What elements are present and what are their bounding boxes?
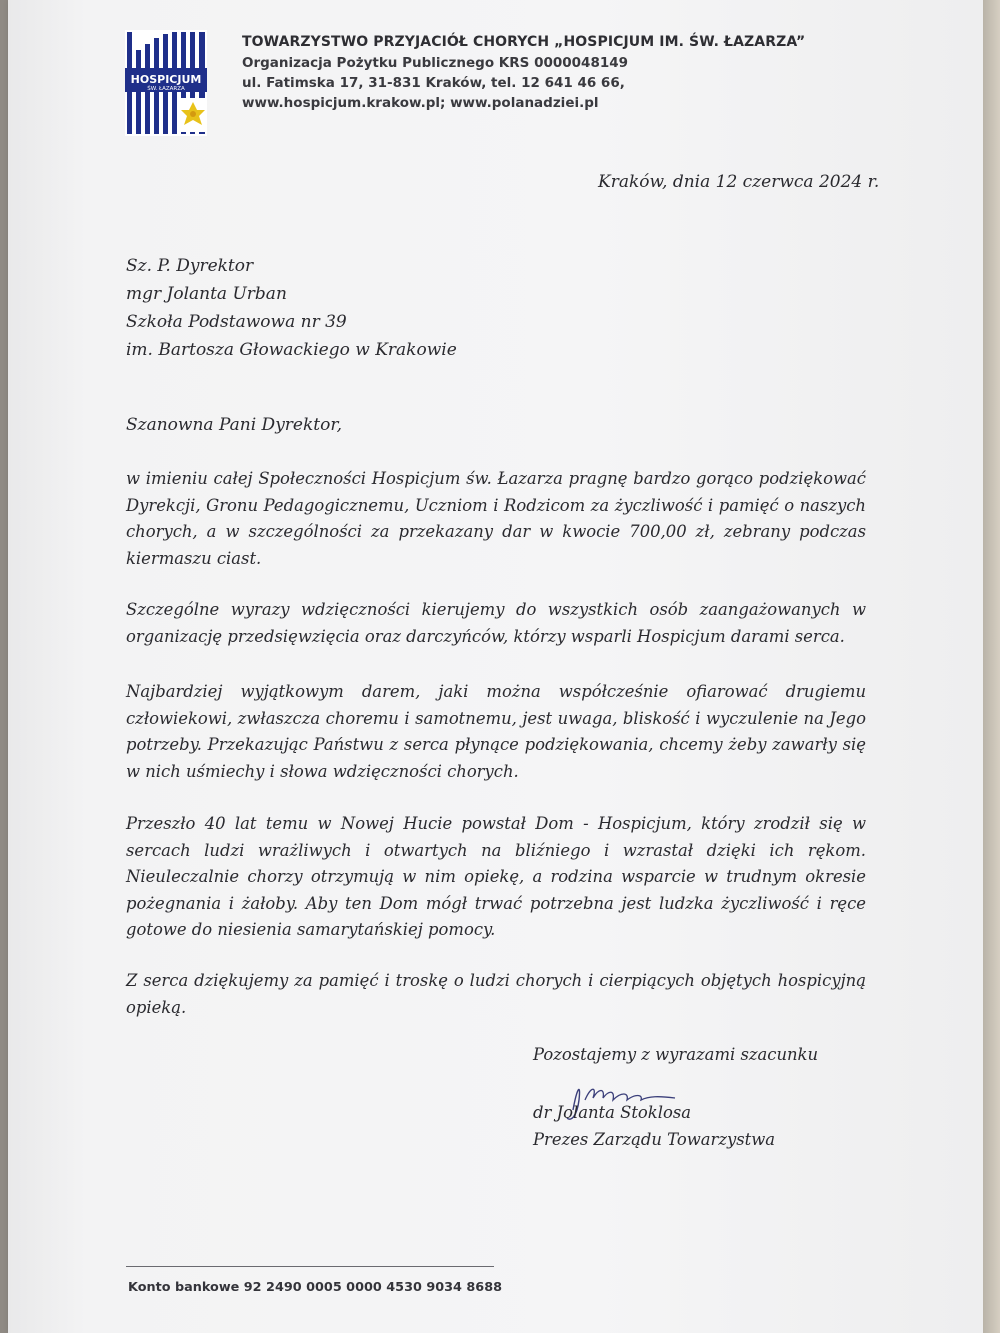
closing-phrase: Pozostajemy z wyrazami szacunku xyxy=(533,1045,819,1064)
signer-title: Prezes Zarządu Towarzystwa xyxy=(533,1130,776,1149)
logo-text: HOSPICJUM xyxy=(130,73,202,86)
address-line: ul. Fatimska 17, 31-831 Kraków, tel. 12 641 46 66, xyxy=(242,75,625,91)
recipient-line: im. Bartosza Głowackiego w Krakowie xyxy=(126,340,457,360)
background-edge xyxy=(983,0,1000,1333)
letter-paper xyxy=(8,0,983,1333)
paragraph: Z serca dziękujemy za pamięć i troskę o ludzi chorych i cierpiących objętych hospicyjną opieką. xyxy=(126,971,866,1017)
recipient-block xyxy=(126,252,457,364)
letterhead xyxy=(242,34,805,115)
recipient-line: mgr Jolanta Urban xyxy=(126,284,287,304)
signer-name: dr Jolanta Stoklosa xyxy=(533,1103,692,1122)
organization-name: TOWARZYSTWO PRZYJACIÓŁ CHORYCH „HOSPICJUM IM. ŚW. ŁAZARZA” xyxy=(242,34,806,50)
paragraph: Szczególne wyrazy wdzięczności kierujemy do wszystkich osób zaangażowanych w organizację przedsięwzięcia oraz darczyńców, którzy wsparli Hospicjum darami serca. xyxy=(126,600,866,646)
recipient-line: Szkoła Podstawowa nr 39 xyxy=(126,312,347,332)
paragraph: Przeszło 40 lat temu w Nowej Hucie powstał Dom - Hospicjum, który zrodził się w sercach ludzi wrażliwych i otwartych na bliźniego i wzrastał dzięki ich rękom. Nieuleczalnie chorzy otrzymują w nim opiekę, a rodzina wsparcie w trudnym okresie pożegnania i żałoby. Aby ten Dom mógł trwać potrzebna jest ludzka życzliwość i ręce gotowe do niesienia samarytańskiej pomocy. xyxy=(126,814,866,939)
websites-line: www.hospicjum.krakow.pl; www.polanadziei.pl xyxy=(242,95,599,111)
paragraph: w imieniu całej Społeczności Hospicjum św. Łazarza pragnę bardzo gorąco podziękować Dyrekcji, Gronu Pedagogicznemu, Uczniom i Rodzicom za życzliwość i pamięć o naszych chorych, a w szczególności za przekazany dar w kwocie 700,00 zł, zebrany podczas kiermaszu ciast. xyxy=(126,469,866,568)
salutation: Szanowna Pani Dyrektor, xyxy=(126,415,343,435)
logo-subtext: ŚW. ŁAZARZA xyxy=(147,86,185,92)
footer-divider xyxy=(126,1266,494,1267)
bank-account: Konto bankowe 92 2490 0005 0000 4530 9034 8688 xyxy=(128,1280,503,1295)
opp-line: Organizacja Pożytku Publicznego KRS 0000048149 xyxy=(242,55,629,71)
daffodil-icon xyxy=(181,98,205,132)
paragraph: Najbardziej wyjątkowym darem, jaki można współcześnie ofiarować drugiemu człowiekowi, zwłaszcza choremu i samotnemu, jest uwaga, bliskość i wyczulenie na Jego potrzeby. Przekazując Państwu z serca płynące podziękowania, chcemy żeby zawarły się w nich uśmiechy i słowa wdzięczności chorych. xyxy=(126,682,866,781)
hospicjum-logo xyxy=(125,30,207,136)
signer-block xyxy=(533,1099,775,1153)
letter-date: Kraków, dnia 12 czerwca 2024 r. xyxy=(598,172,880,192)
recipient-line: Sz. P. Dyrektor xyxy=(126,256,254,276)
